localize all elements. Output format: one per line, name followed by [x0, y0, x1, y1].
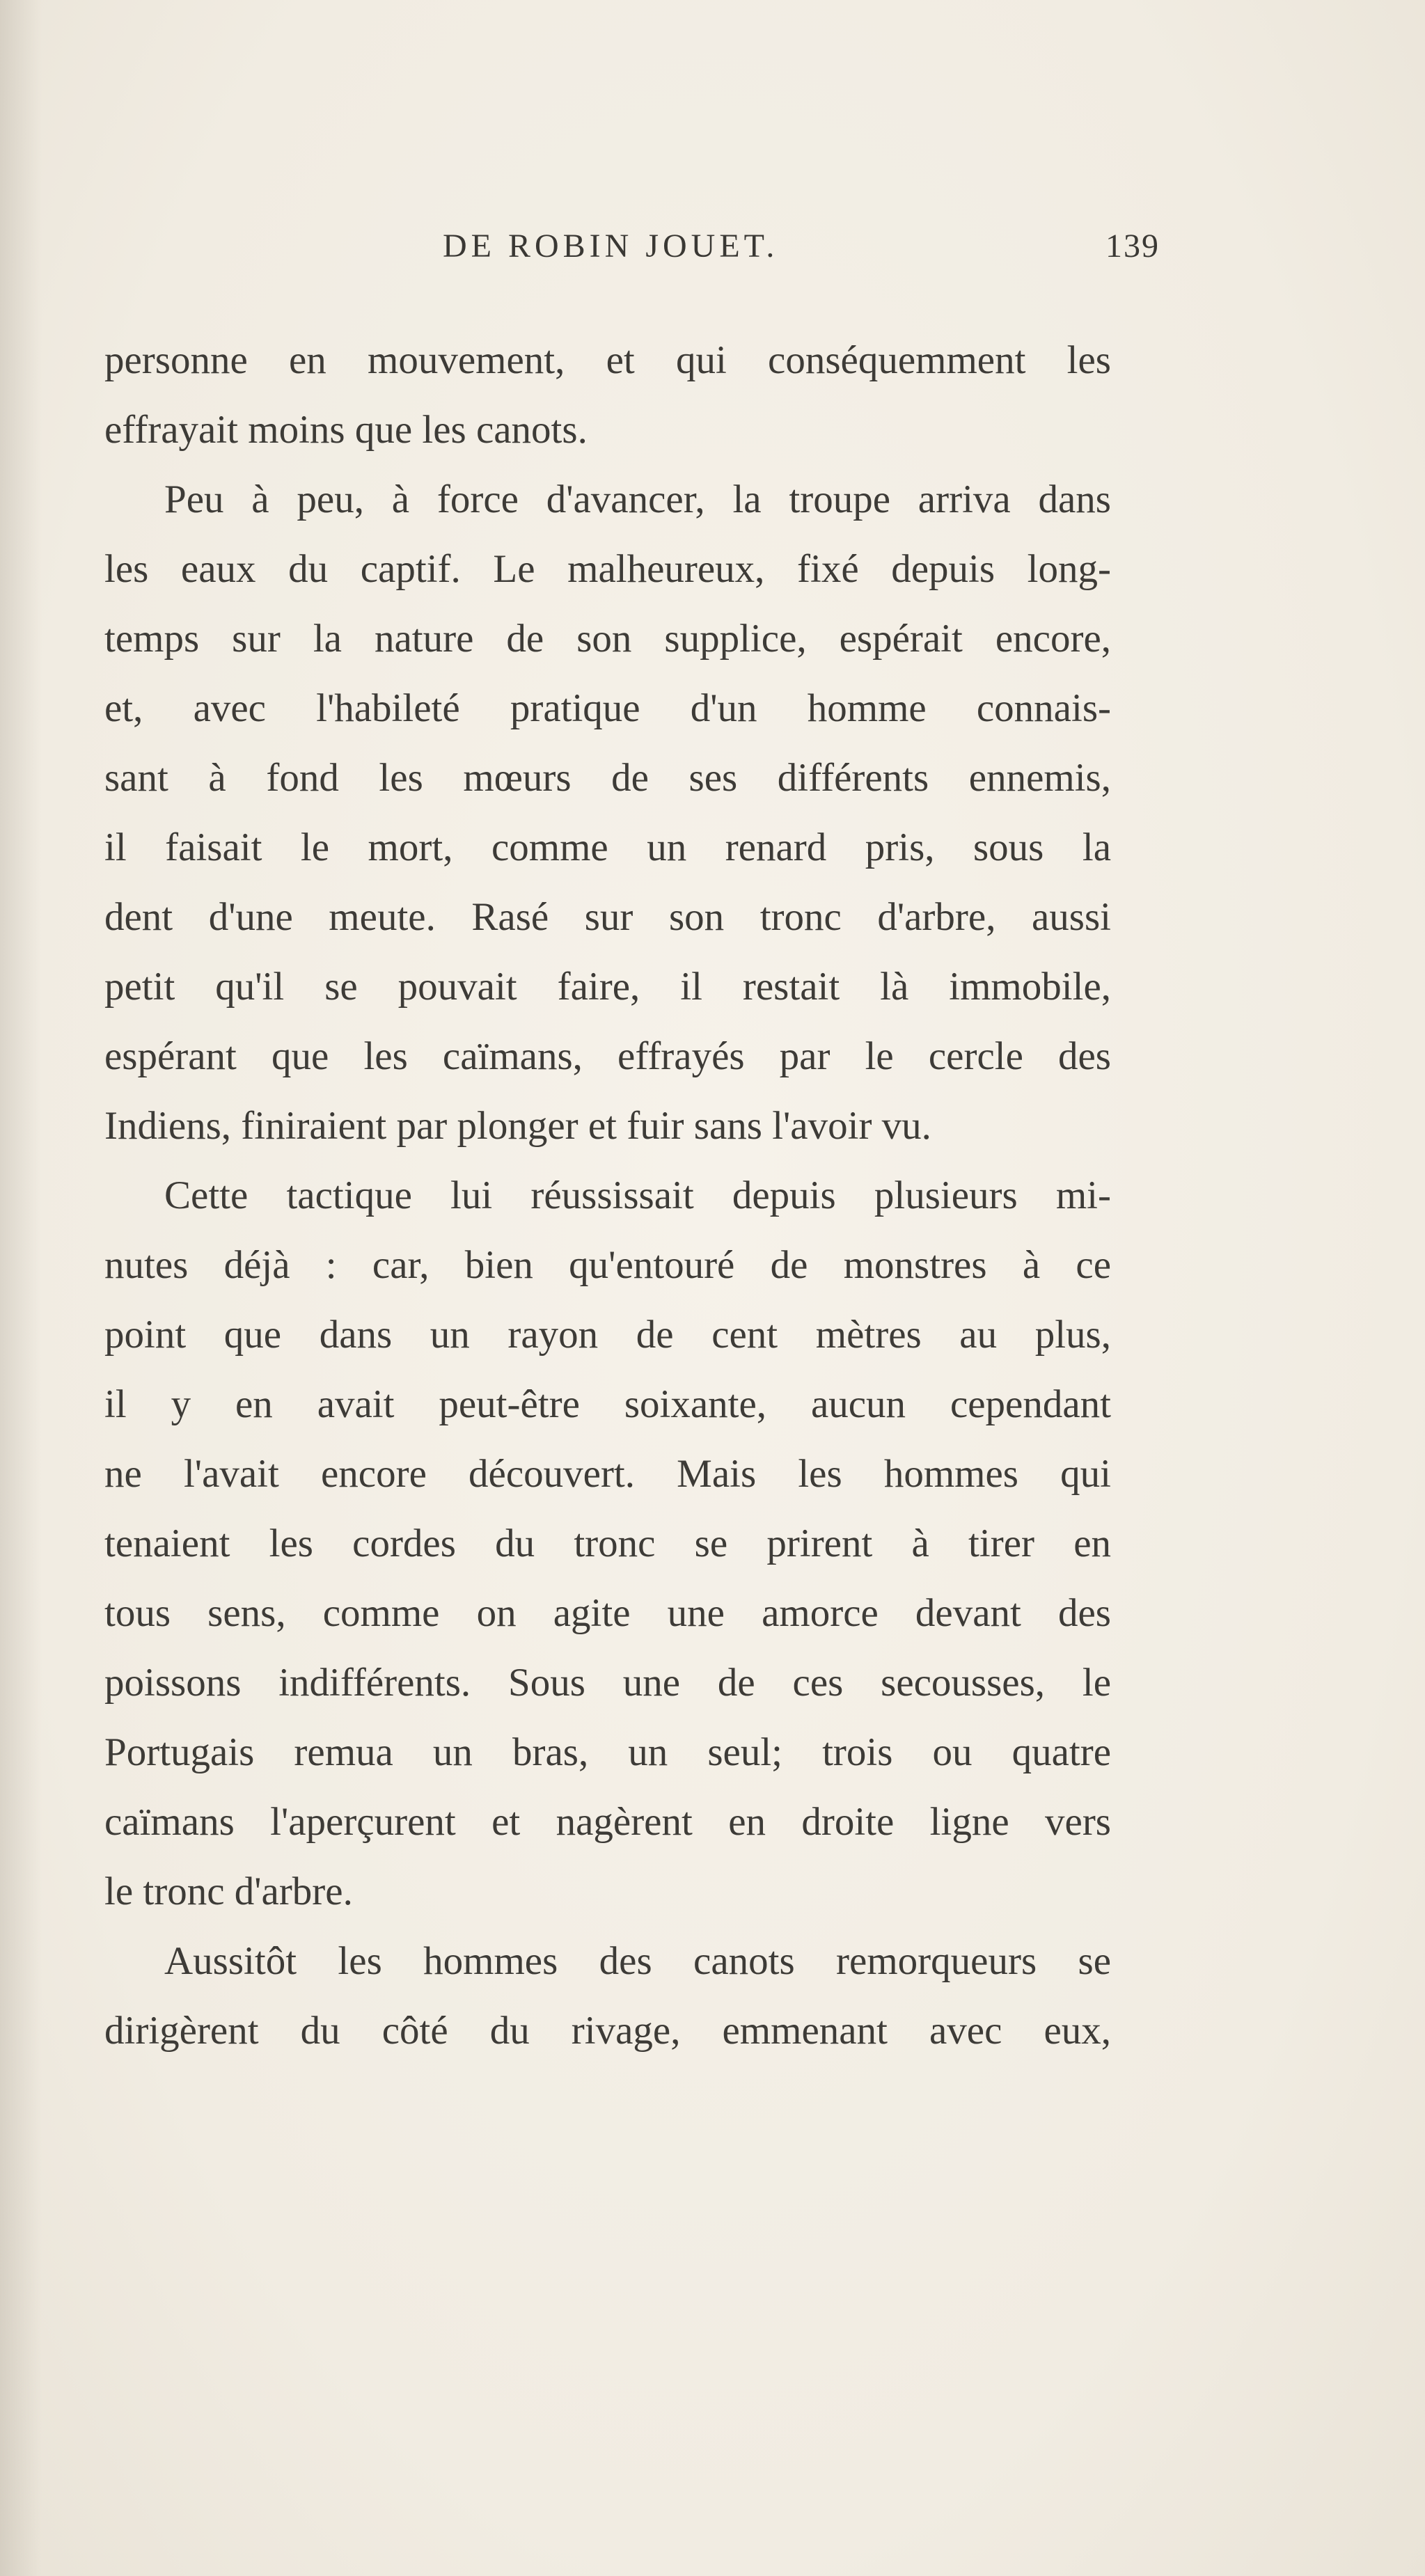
text-line: tous sens, comme on agite une amorce devant des	[104, 1591, 1111, 1635]
gutter-shadow	[0, 0, 42, 2576]
text-line: personne en mouvement, et qui conséquemment les	[104, 338, 1111, 382]
text-line: le tronc d'arbre.	[104, 1870, 353, 1913]
running-head	[0, 227, 1425, 283]
text-line: et, avec l'habileté pratique d'un homme connais-	[104, 686, 1111, 730]
text-line: espérant que les caïmans, effrayés par le cercle des	[104, 1034, 1111, 1078]
text-line: Peu à peu, à force d'avancer, la troupe arriva dans	[164, 477, 1111, 521]
text-line: effrayait moins que les canots.	[104, 408, 588, 452]
text-line: les eaux du captif. Le malheureux, fixé depuis long-	[104, 547, 1111, 591]
page-number: 139	[1105, 228, 1160, 264]
text-line: point que dans un rayon de cent mètres au plus,	[104, 1313, 1111, 1357]
text-line: caïmans l'aperçurent et nagèrent en droite ligne vers	[104, 1800, 1111, 1844]
text-line: poissons indifférents. Sous une de ces secousses, le	[104, 1661, 1111, 1705]
text-line: il faisait le mort, comme un renard pris, sous la	[104, 825, 1111, 869]
text-line: Portugais remua un bras, un seul; trois ou quatre	[104, 1730, 1111, 1774]
text-line: sant à fond les mœurs de ses différents ennemis,	[104, 756, 1111, 800]
text-line: temps sur la nature de son supplice, espérait encore,	[104, 617, 1111, 661]
text-line: dent d'une meute. Rasé sur son tronc d'arbre, aussi	[104, 895, 1111, 939]
text-line: Indiens, finiraient par plonger et fuir sans l'avoir vu.	[104, 1104, 931, 1148]
text-line: il y en avait peut-être soixante, aucun cependant	[104, 1382, 1111, 1426]
text-line: Cette tactique lui réussissait depuis plusieurs mi-	[164, 1174, 1111, 1217]
text-line: tenaient les cordes du tronc se prirent à tirer en	[104, 1522, 1111, 1565]
text-line: petit qu'il se pouvait faire, il restait là immobile,	[104, 965, 1111, 1009]
text-line: nutes déjà : car, bien qu'entouré de monstres à ce	[104, 1243, 1111, 1287]
running-title: DE ROBIN JOUET.	[443, 228, 779, 264]
text-line: ne l'avait encore découvert. Mais les hommes qui	[104, 1452, 1111, 1496]
body-text	[104, 326, 1111, 2066]
text-line: dirigèrent du côté du rivage, emmenant avec eux,	[104, 2009, 1111, 2053]
text-line: Aussitôt les hommes des canots remorqueurs se	[164, 1939, 1111, 1983]
